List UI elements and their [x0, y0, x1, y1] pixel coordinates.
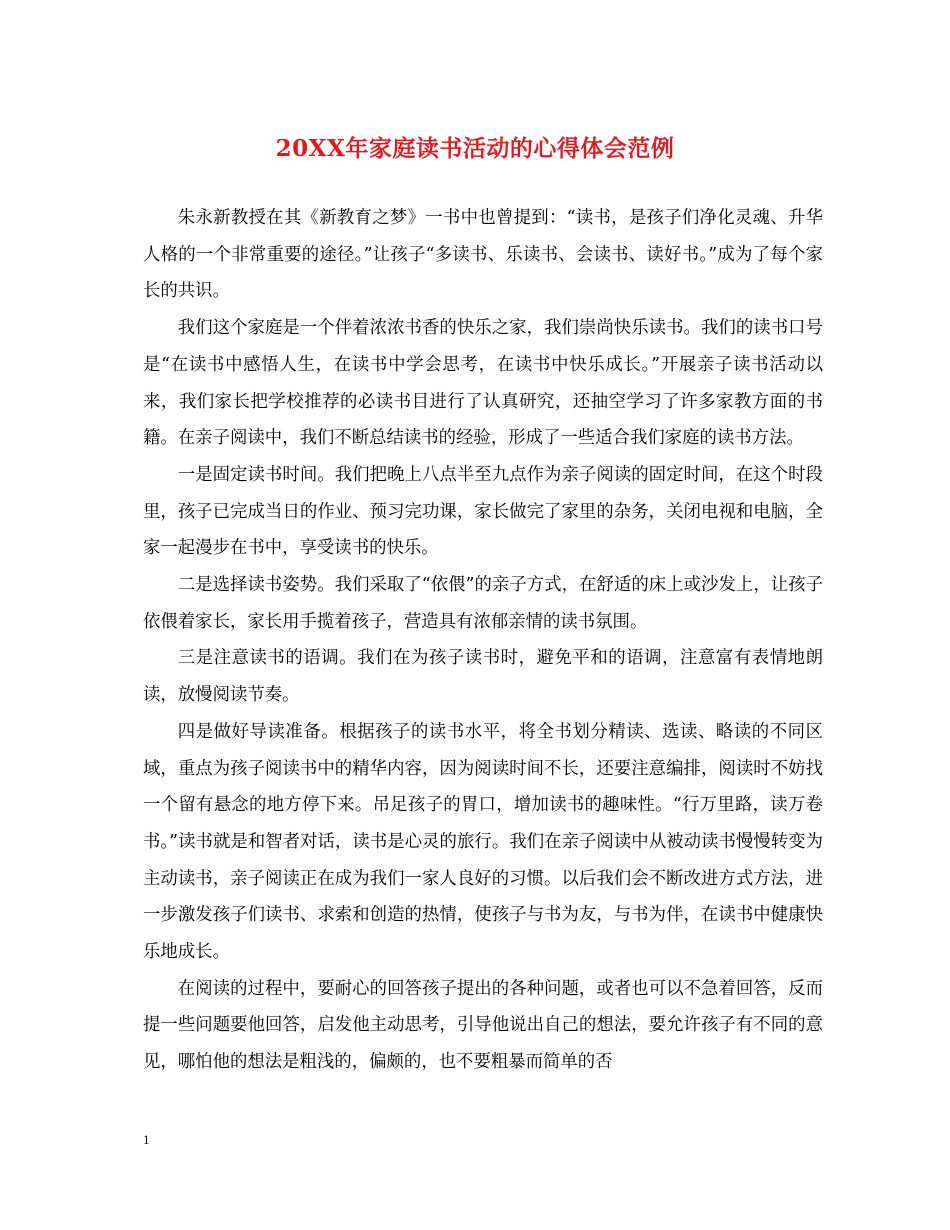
paragraph: 三是注意读书的语调。我们在为孩子读书时，避免平和的语调，注意富有表情地朗读，放慢阅读节奏。 [143, 648, 823, 706]
paragraph: 我们这个家庭是一个伴着浓浓书香的快乐之家，我们崇尚快乐读书。我们的读书口号是“在读书中感悟人生，在读书中学会思考，在读书中快乐成长。”开展亲子读书活动以来，我们家长把学校推荐的必读书目进行了认真研究，还抽空学习了许多家教方面的书籍。在亲子阅读中，我们不断总结读书的经验，形成了一些适合我们家庭的读书方法。 [143, 318, 823, 449]
paragraph: 四是做好导读准备。根据孩子的读书水平，将全书划分精读、选读、略读的不同区域，重点为孩子阅读书中的精华内容，因为阅读时间不长，还要注意编排，阅读时不妨找一个留有悬念的地方停下来。吊足孩子的胃口，增加读书的趣味性。“行万里路，读万卷书。”读书就是和智者对话，读书是心灵的旅行。我们在亲子阅读中从被动读书慢慢转变为主动读书，亲子阅读正在成为我们一家人良好的习惯。以后我们会不断改进方式方法，进一步激发孩子们读书、求索和创造的热情，使孩子与书为友，与书为伴，在读书中健康快乐地成长。 [143, 721, 823, 963]
paragraph: 在阅读的过程中，要耐心的回答孩子提出的各种问题，或者也可以不急着回答，反而提一些问题要他回答，启发他主动思考，引导他说出自己的想法，要允许孩子有不同的意见，哪怕他的想法是粗浅的，偏颇的，也不要粗暴而简单的否 [143, 978, 823, 1073]
document-title: 20XX年家庭读书活动的心得体会范例 [275, 135, 675, 162]
document-body [143, 200, 823, 1081]
paragraph: 朱永新教授在其《新教育之梦》一书中也曾提到：“读书，是孩子们净化灵魂、升华人格的一个非常重要的途径。”让孩子“多读书、乐读书、会读书、读好书。”成为了每个家长的共识。 [143, 208, 823, 302]
paragraph: 一是固定读书时间。我们把晚上八点半至九点作为亲子阅读的固定时间，在这个时段里，孩子已完成当日的作业、预习完功课，家长做完了家里的杂务，关闭电视和电脑，全家一起漫步在书中，享受读书的快乐。 [143, 464, 823, 559]
paragraph: 二是选择读书姿势。我们采取了“依偎”的亲子方式，在舒适的床上或沙发上，让孩子依偎着家长，家长用手揽着孩子，营造具有浓郁亲情的读书氛围。 [143, 575, 823, 632]
page-number: 1 [143, 1132, 150, 1147]
